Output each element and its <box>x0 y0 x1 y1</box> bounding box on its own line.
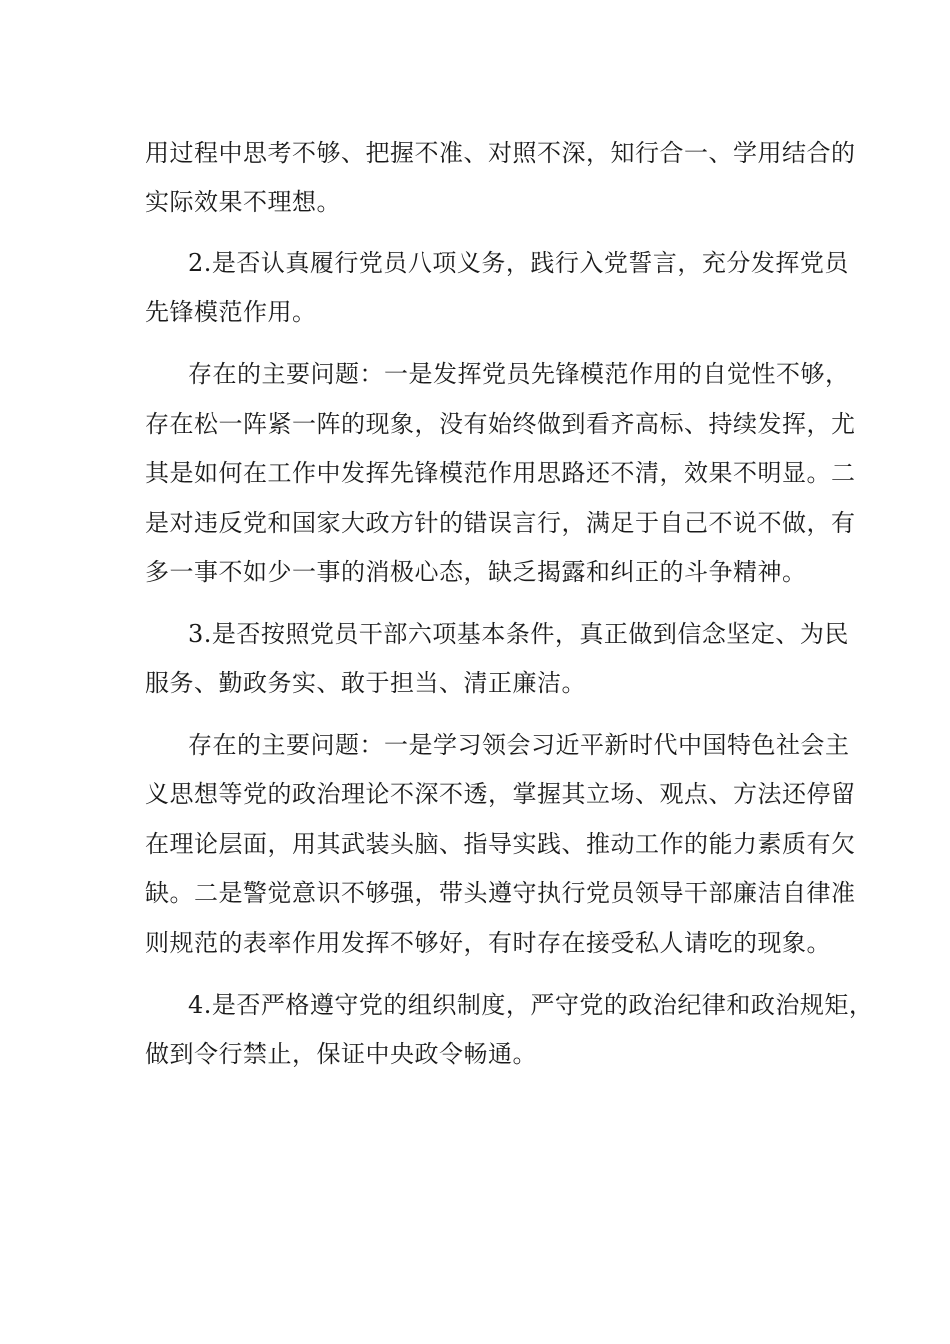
text-line: 存在松一阵紧一阵的现象，没有始终做到看齐高标、持续发挥，尤 <box>145 410 856 438</box>
text-line: 义思想等党的政治理论不深不透，掌握其立场、观点、方法还停留 <box>145 780 856 808</box>
text-line: 服务、勤政务实、敢于担当、清正廉洁。 <box>145 669 586 697</box>
text-line: 先锋模范作用。 <box>145 298 317 326</box>
section-heading: 4.是否严格遵守党的组织制度，严守党的政治纪律和政治规矩， <box>188 991 874 1019</box>
text-line: 存在的主要问题：一是学习领会习近平新时代中国特色社会主 <box>188 731 850 759</box>
text-line: 做到令行禁止，保证中央政令畅通。 <box>145 1040 537 1068</box>
text-line: 实际效果不理想。 <box>145 188 341 216</box>
text-line: 在理论层面，用其武装头脑、指导实践、推动工作的能力素质有欠 <box>145 830 856 858</box>
section-heading: 2.是否认真履行党员八项义务，践行入党誓言，充分发挥党员 <box>188 249 849 277</box>
text-line: 则规范的表率作用发挥不够好，有时存在接受私人请吃的现象。 <box>145 929 831 957</box>
text-line: 用过程中思考不够、把握不准、对照不深，知行合一、学用结合的 <box>145 139 856 167</box>
text-line: 其是如何在工作中发挥先锋模范作用思路还不清，效果不明显。二 <box>145 459 856 487</box>
text-line: 存在的主要问题：一是发挥党员先锋模范作用的自觉性不够， <box>188 360 850 388</box>
text-line: 多一事不如少一事的消极心态，缺乏揭露和纠正的斗争精神。 <box>145 558 807 586</box>
text-line: 是对违反党和国家大政方针的错误言行，满足于自己不说不做，有 <box>145 509 856 537</box>
section-heading: 3.是否按照党员干部六项基本条件，真正做到信念坚定、为民 <box>188 620 849 648</box>
text-line: 缺。二是警觉意识不够强，带头遵守执行党员领导干部廉洁自律准 <box>145 879 856 907</box>
